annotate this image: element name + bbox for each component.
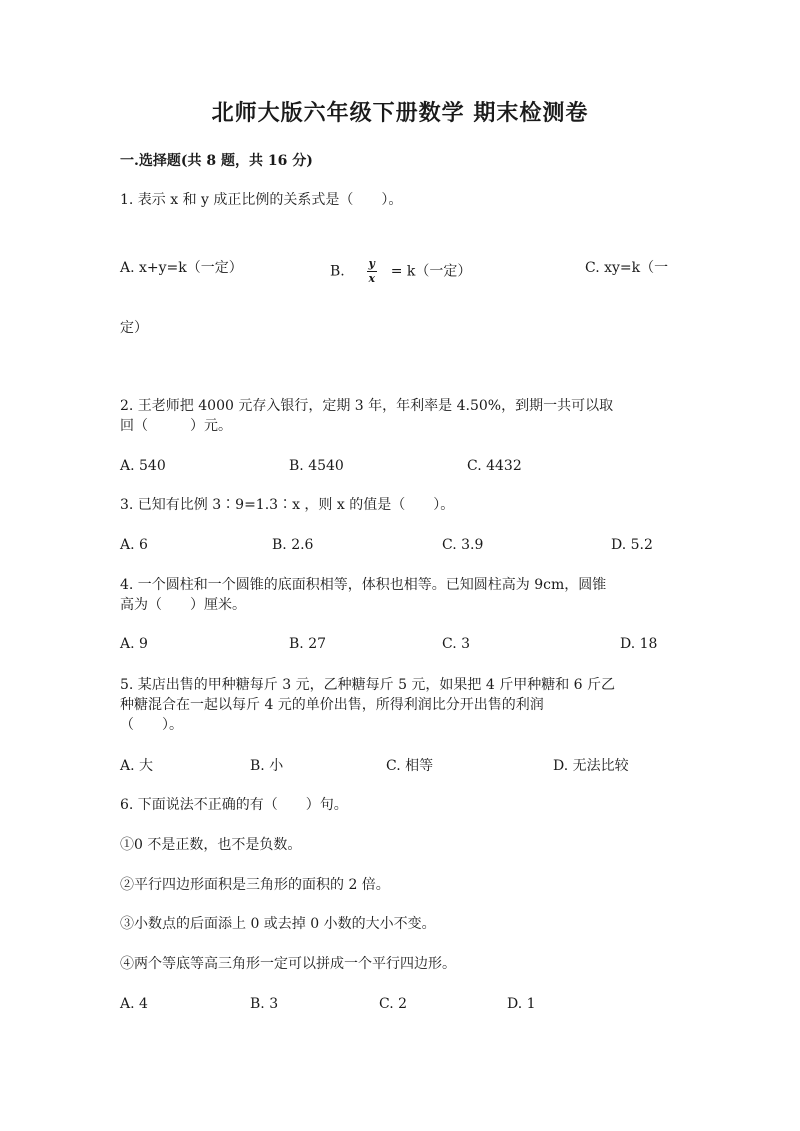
question-1-option-b xyxy=(330,258,471,285)
question-2-stem-line-2: 回（ ）元。 xyxy=(120,418,232,434)
question-3-option-b: B. 2.6 xyxy=(272,537,314,553)
fraction-denominator: x xyxy=(368,272,376,285)
question-5-stem-line-3: （ ）。 xyxy=(120,717,183,733)
question-2-option-a: A. 540 xyxy=(120,458,166,474)
question-2-stem-line-1: 2. 王老师把 4000 元存入银行，定期 3 年，年利率是 4.50%，到期一共可以取 xyxy=(120,398,614,414)
question-2-option-c: C. 4432 xyxy=(467,458,522,474)
question-5-option-c: C. 相等 xyxy=(386,758,434,774)
question-4-option-b: B. 27 xyxy=(289,636,327,652)
section-heading: 一.选择题(共 8 题，共 16 分) xyxy=(120,153,313,169)
question-3-stem: 3. 已知有比例 3∶9=1.3∶x ，则 x 的值是（ ）。 xyxy=(120,497,455,513)
question-5-option-a: A. 大 xyxy=(120,758,154,774)
question-6-statement-3: ③小数点的后面添上 0 或去掉 0 小数的大小不变。 xyxy=(120,916,436,932)
question-1-option-c: C. xy=k（一 xyxy=(585,260,669,276)
question-6-option-d: D. 1 xyxy=(507,996,536,1012)
question-6-statement-4: ④两个等底等高三角形一定可以拼成一个平行四边形。 xyxy=(120,956,456,972)
question-3-option-a: A. 6 xyxy=(120,537,148,553)
question-6-option-b: B. 3 xyxy=(250,996,279,1012)
question-3-option-d: D. 5.2 xyxy=(611,537,653,553)
fraction-numerator: y xyxy=(368,257,375,270)
question-5-stem-line-1: 5. 某店出售的甲种糖每斤 3 元，乙种糖每斤 5 元，如果把 4 斤甲种糖和 6 斤乙 xyxy=(120,677,616,693)
question-6-statement-1: ①0 不是正数，也不是负数。 xyxy=(120,837,302,853)
question-1-option-b-text: = k（一定） xyxy=(390,263,472,280)
question-2-option-b: B. 4540 xyxy=(289,458,344,474)
question-5-option-b: B. 小 xyxy=(250,758,284,774)
question-1-option-c-wrap: 定） xyxy=(120,320,148,336)
question-6-stem: 6. 下面说法不正确的有（ ）句。 xyxy=(120,797,348,813)
question-3-option-c: C. 3.9 xyxy=(442,537,484,553)
question-1-option-a: A. x+y=k（一定） xyxy=(120,260,243,276)
question-5-stem-line-2: 种糖混合在一起以每斤 4 元的单价出售，所得利润比分开出售的利润 xyxy=(120,697,544,713)
question-6-option-a: A. 4 xyxy=(120,996,148,1012)
question-1-option-b-label: B. xyxy=(330,263,345,280)
question-6-option-c: C. 2 xyxy=(379,996,408,1012)
question-4-option-a: A. 9 xyxy=(120,636,148,652)
fraction-y-over-x xyxy=(367,258,377,285)
question-4-stem-line-1: 4. 一个圆柱和一个圆锥的底面积相等，体积也相等。已知圆柱高为 9cm，圆锥 xyxy=(120,577,607,593)
question-5-option-d: D. 无法比较 xyxy=(553,758,629,774)
question-4-option-d: D. 18 xyxy=(620,636,658,652)
question-1-stem: 1. 表示 x 和 y 成正比例的关系式是（ ）。 xyxy=(120,192,403,208)
page-title: 北师大版六年级下册数学 期末检测卷 xyxy=(211,100,589,126)
question-4-stem-line-2: 高为（ ）厘米。 xyxy=(120,597,246,613)
question-6-statement-2: ②平行四边形面积是三角形的面积的 2 倍。 xyxy=(120,877,390,893)
question-4-option-c: C. 3 xyxy=(442,636,471,652)
